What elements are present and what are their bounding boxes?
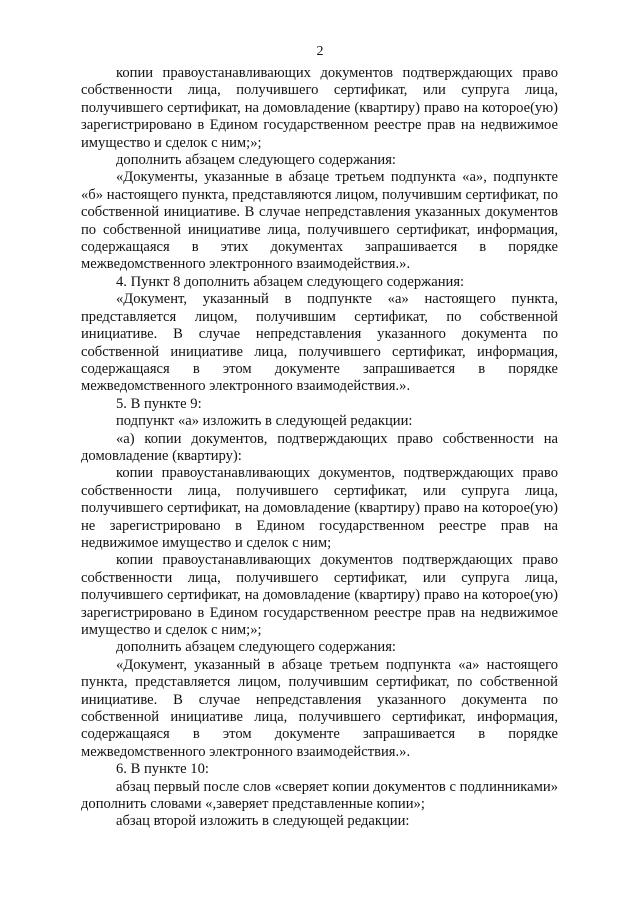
paragraph: подпункт «а» изложить в следующей редакции: bbox=[116, 413, 413, 430]
paragraph: «Документы, указанные в абзаце третьем подпункта «а», подпункте «б» настоящего пункта, представляются лицом, получившим сертификат, по собственной инициативе. В случае непредставления указанных документов по собственной инициативе лица, получившего сертификат, информация, содержащаяся в этих документах запрашивается в порядке межведомственного электронного взаимодействия.». bbox=[81, 169, 558, 273]
paragraph: абзац первый после слов «сверяет копии документов с подлинниками» дополнить словами «,заверяет представленные копии»; bbox=[81, 778, 558, 813]
page-number: 2 bbox=[316, 44, 324, 59]
paragraph: «Документ, указанный в подпункте «а» настоящего пункта, представляется лицом, получившим сертификат, по собственной инициативе. В случае непредставления указанного документа по собственной инициативе лица, получившего сертификат, информация, содержащаяся в этом документе запрашивается в порядке межведомственного электронного взаимодействия.». bbox=[81, 291, 558, 395]
paragraph: «а) копии документов, подтверждающих право собственности на домовладение (квартиру): bbox=[81, 430, 558, 464]
paragraph: копии правоустанавливающих документов подтверждающих право собственности лица, получившего сертификат, или супруга лица, получившего сертификат, на домовладение (квартиру) право на которое(ую) зарегистрировано в Едином государственном реестре прав на недвижимое имущество и сделок с ним;»; bbox=[81, 552, 558, 638]
paragraph: копии правоустанавливающих документов подтверждающих право собственности лица, получившего сертификат, или супруга лица, получившего сертификат, на домовладение (квартиру) право на которое(ую) зарегистрировано в Едином государственном реестре прав на недвижимое имущество и сделок с ним;»; bbox=[81, 65, 558, 151]
paragraph: абзац второй изложить в следующей редакции: bbox=[116, 813, 410, 830]
paragraph: дополнить абзацем следующего содержания: bbox=[116, 639, 396, 656]
section-heading: 5. В пункте 9: bbox=[116, 395, 202, 412]
paragraph: «Документ, указанный в абзаце третьем подпункта «а» настоящего пункта, представляется лицом, получившим сертификат, по собственной инициативе. В случае непредставления указанного документа по собственной инициативе лица, получившего сертификат, информация, содержащаяся в этом документе запрашивается в порядке межведомственного электронного взаимодействия.». bbox=[81, 656, 558, 760]
paragraph: дополнить абзацем следующего содержания: bbox=[116, 152, 396, 169]
document-body bbox=[81, 65, 558, 831]
section-heading: 6. В пункте 10: bbox=[116, 761, 209, 778]
paragraph: копии правоустанавливающих документов, подтверждающих право собственности лица, получившего сертификат, или супруга лица, получившего сертификат, на домовладение (квартиру) право на которое(ую) не зарегистрировано в Едином государственном реестре прав на недвижимое имущество и сделок с ним; bbox=[81, 465, 558, 551]
section-heading: 4. Пункт 8 дополнить абзацем следующего содержания: bbox=[116, 273, 465, 290]
